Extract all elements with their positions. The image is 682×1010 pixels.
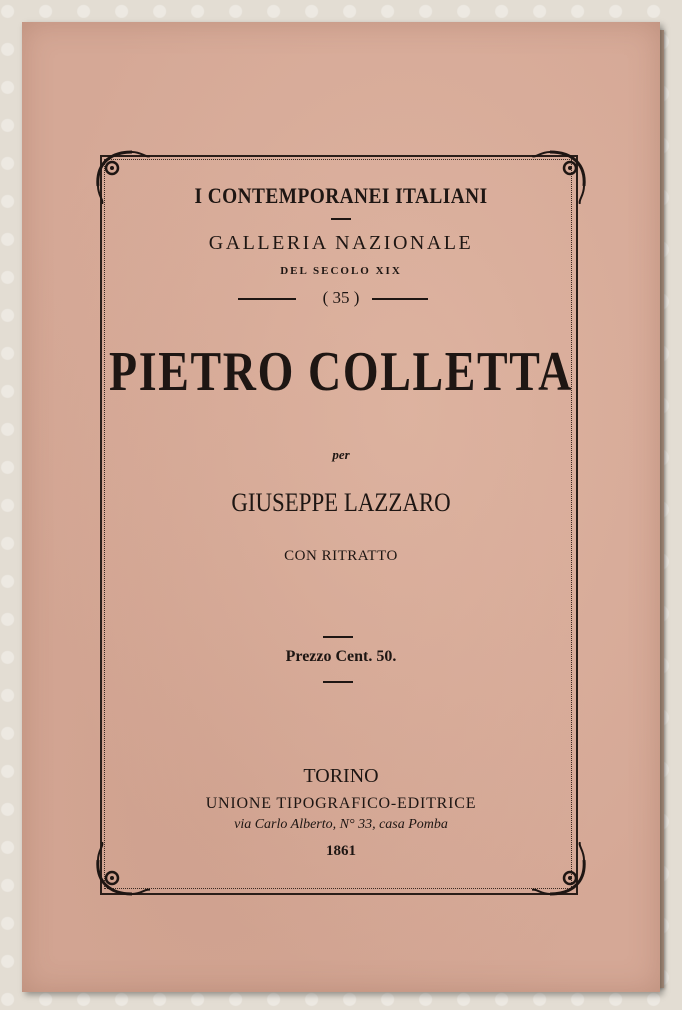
century-subtitle: DEL SECOLO XIX — [280, 265, 402, 277]
portrait-note: CON RITRATTO — [284, 548, 398, 564]
publisher-city: TORINO — [303, 765, 379, 787]
gallery-subtitle: GALLERIA NAZIONALE — [208, 232, 474, 254]
divider-short — [331, 218, 351, 220]
publisher-name: UNIONE TIPOGRAFICO-EDITRICE — [205, 795, 477, 812]
number-rule-right — [372, 298, 428, 300]
price-label: Prezzo Cent. 50. — [285, 648, 397, 665]
book-title: PIETRO COLLETTA — [109, 341, 573, 403]
by-line: per — [332, 447, 350, 462]
price-rule-bottom — [323, 681, 353, 683]
series-title: I CONTEMPORANEI ITALIANI — [194, 183, 488, 208]
author-name: GIUSEPPE LAZZARO — [231, 488, 451, 517]
publisher-address: via Carlo Alberto, N° 33, casa Pomba — [234, 817, 448, 832]
volume-number: ( 35 ) — [322, 288, 360, 307]
publication-year: 1861 — [326, 843, 356, 859]
price-rule-top — [323, 636, 353, 638]
